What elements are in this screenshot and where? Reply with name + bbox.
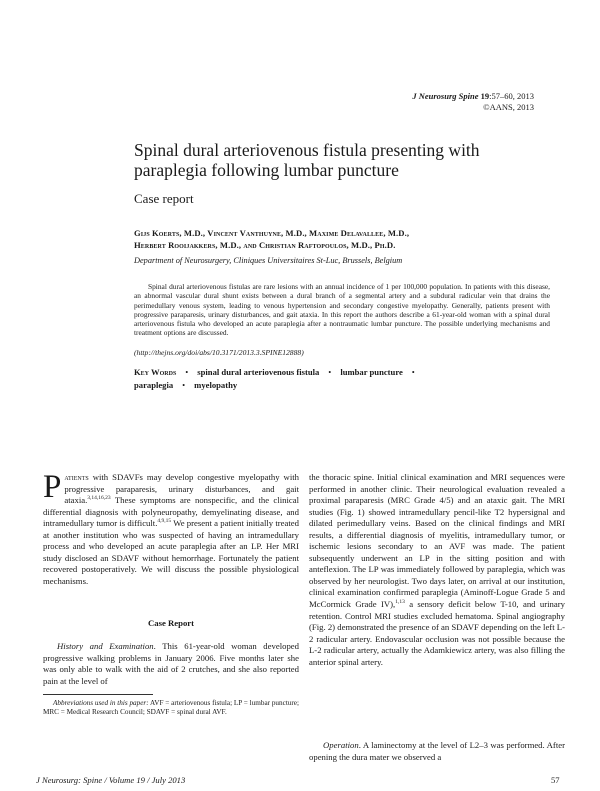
history-text: . This 61-year-old woman developed progressive walking problems in January 2006. Five months later she was only able to walk with the aid of 2 crutches, and she also reported pain at the level of — [43, 641, 299, 686]
history-heading: History and Examination — [57, 641, 154, 651]
journal-reference — [294, 91, 534, 113]
citation: 4,9,15 — [157, 518, 172, 525]
keyword: paraplegia — [134, 380, 174, 390]
keyword: spinal dural arteriovenous fistula — [197, 367, 320, 377]
keyword: lumbar puncture — [340, 367, 403, 377]
intro-smallcaps: atients — [64, 472, 89, 482]
footnote-label: Abbreviations used in this paper: — [53, 699, 149, 707]
operation-paragraph — [309, 740, 565, 763]
operation-text: . A laminectomy at the level of L2–3 was performed. After opening the dura mater we observed a — [309, 740, 565, 762]
citation: 3,14,16,23 — [87, 495, 111, 502]
footnote — [43, 699, 299, 718]
drop-cap: P — [43, 469, 62, 505]
intro-text-3: We present a patient initially treated at another institution who was suspected of having an intramedullary process and who developed an acute paraplegia after an LP. Her MRI study disclosed an SDAVF without hemorrhage. Fortunately the patient recovered postoperatively. We will discuss the possible physiological mechanisms. — [43, 518, 299, 586]
article-subtitle: Case report — [134, 191, 194, 206]
author-list — [134, 227, 554, 251]
journal-pages: :57–60, 2013 — [489, 91, 534, 101]
abstract: Spinal dural arteriovenous fistulas are rare lesions with an annual incidence of 1 per 100,000 population. In patients with this disease, an abnormal vascular dural shunt exists between a dural branch of a segmental artery and a subdural radicular vein that drains the perimedullary venous system, leading to venous hypertension and secondary congestive myelopathy. Generally, patients present with progressive paraparesis, urinary disturbances, and gait ataxia. In this report the authors describe a 61-year-old woman with a spinal dural arteriovenous fistula who developed an acute paraplegia after a nontraumatic lumbar puncture. The possible underlying mechanisms and treatment options are discussed. — [134, 282, 550, 338]
department: Department of Neurosurgery, Cliniques Universitaires St-Luc, Brussels, Belgium — [134, 256, 403, 265]
footnote-text: AVF = arteriovenous fistula; LP = lumbar puncture; MRC = Medical Research Council; SDAVF = spinal dural AVF. — [43, 699, 299, 717]
authors-line-1: Gijs Koerts, M.D., Vincent Vanthuyne, M.D., Maxime Delavallee, M.D., — [134, 228, 410, 238]
authors-line-2: Herbert Rooijakkers, M.D., and Christian Raftopoulos, M.D., Ph.D. — [134, 240, 396, 250]
keyword: myelopathy — [194, 380, 238, 390]
footnote-divider — [43, 694, 153, 695]
citation: 1,13 — [395, 599, 405, 606]
operation-heading: Operation — [323, 740, 359, 750]
journal-name: J Neurosurg Spine — [412, 91, 479, 101]
journal-volume: 19 — [480, 91, 490, 101]
doi-link[interactable]: (http://thejns.org/doi/abs/10.3171/2013.3.SPINE12888) — [134, 348, 304, 357]
intro-paragraph — [43, 469, 299, 587]
case-text-1: the thoracic spine. Initial clinical examination and MRI sequences were performed in another clinic. Their neurological evaluation revealed a proximal paraparesis (MRC Grade 4/5) and an ataxic gait. The MRI studies (Fig. 1) showed intramedullary pencil-like T2 hypersignal and dilated perimedullary veins. Based on the clinical findings and MRI results, a differential diagnosis of myelitis, intramedullary tumor, or ischemic lesions secondary to an AVF was made. The patient subsequently underwent an LP in the sitting position and with anteflexion. The LP was immediately followed by paraplegia, which was observed by her neurologist. Two days later, on arrival at our institution, clinical examination confirmed paraplegia (Aminoff-Logue Grade 5 and McCormick Grade IV), — [309, 472, 565, 610]
copyright: ©AANS, 2013 — [483, 102, 534, 112]
intro-text-1: with SDAVFs may develop congestive myelopathy with progressive paraparesis, urinary disturbances, and gait ataxia. — [64, 472, 299, 506]
intro-text-2: These symptoms are nonspecific, and the clinical differential diagnosis with polyneuropathy, demyelinating disease, and intramedullary tumor is difficult. — [43, 495, 299, 529]
page-number: 57 — [551, 775, 560, 785]
footer-journal: J Neurosurg: Spine / Volume 19 / July 2013 — [36, 775, 186, 785]
keywords-label: Key Words — [134, 367, 177, 377]
keywords: Key Words • spinal dural arteriovenous fistula • lumbar puncture • paraplegia • myelopathy — [134, 367, 415, 390]
article-title: Spinal dural arteriovenous fistula presenting with paraplegia following lumbar puncture — [134, 140, 480, 180]
case-paragraph — [309, 472, 565, 668]
section-heading: Case Report — [147, 618, 195, 628]
case-text-2: a sensory deficit below T-10, and urinary retention. Control MRI studies excluded hematoma. Spinal angiography (Fig. 2) demonstrated the presence of an SDAVF depending on the left L-2 radicular artery. Endovascular occlusion was not possible because the L-2 radicular artery, actually the Adamkiewicz artery, was also filling the anterior spinal artery. — [309, 599, 565, 667]
history-paragraph — [43, 641, 299, 687]
